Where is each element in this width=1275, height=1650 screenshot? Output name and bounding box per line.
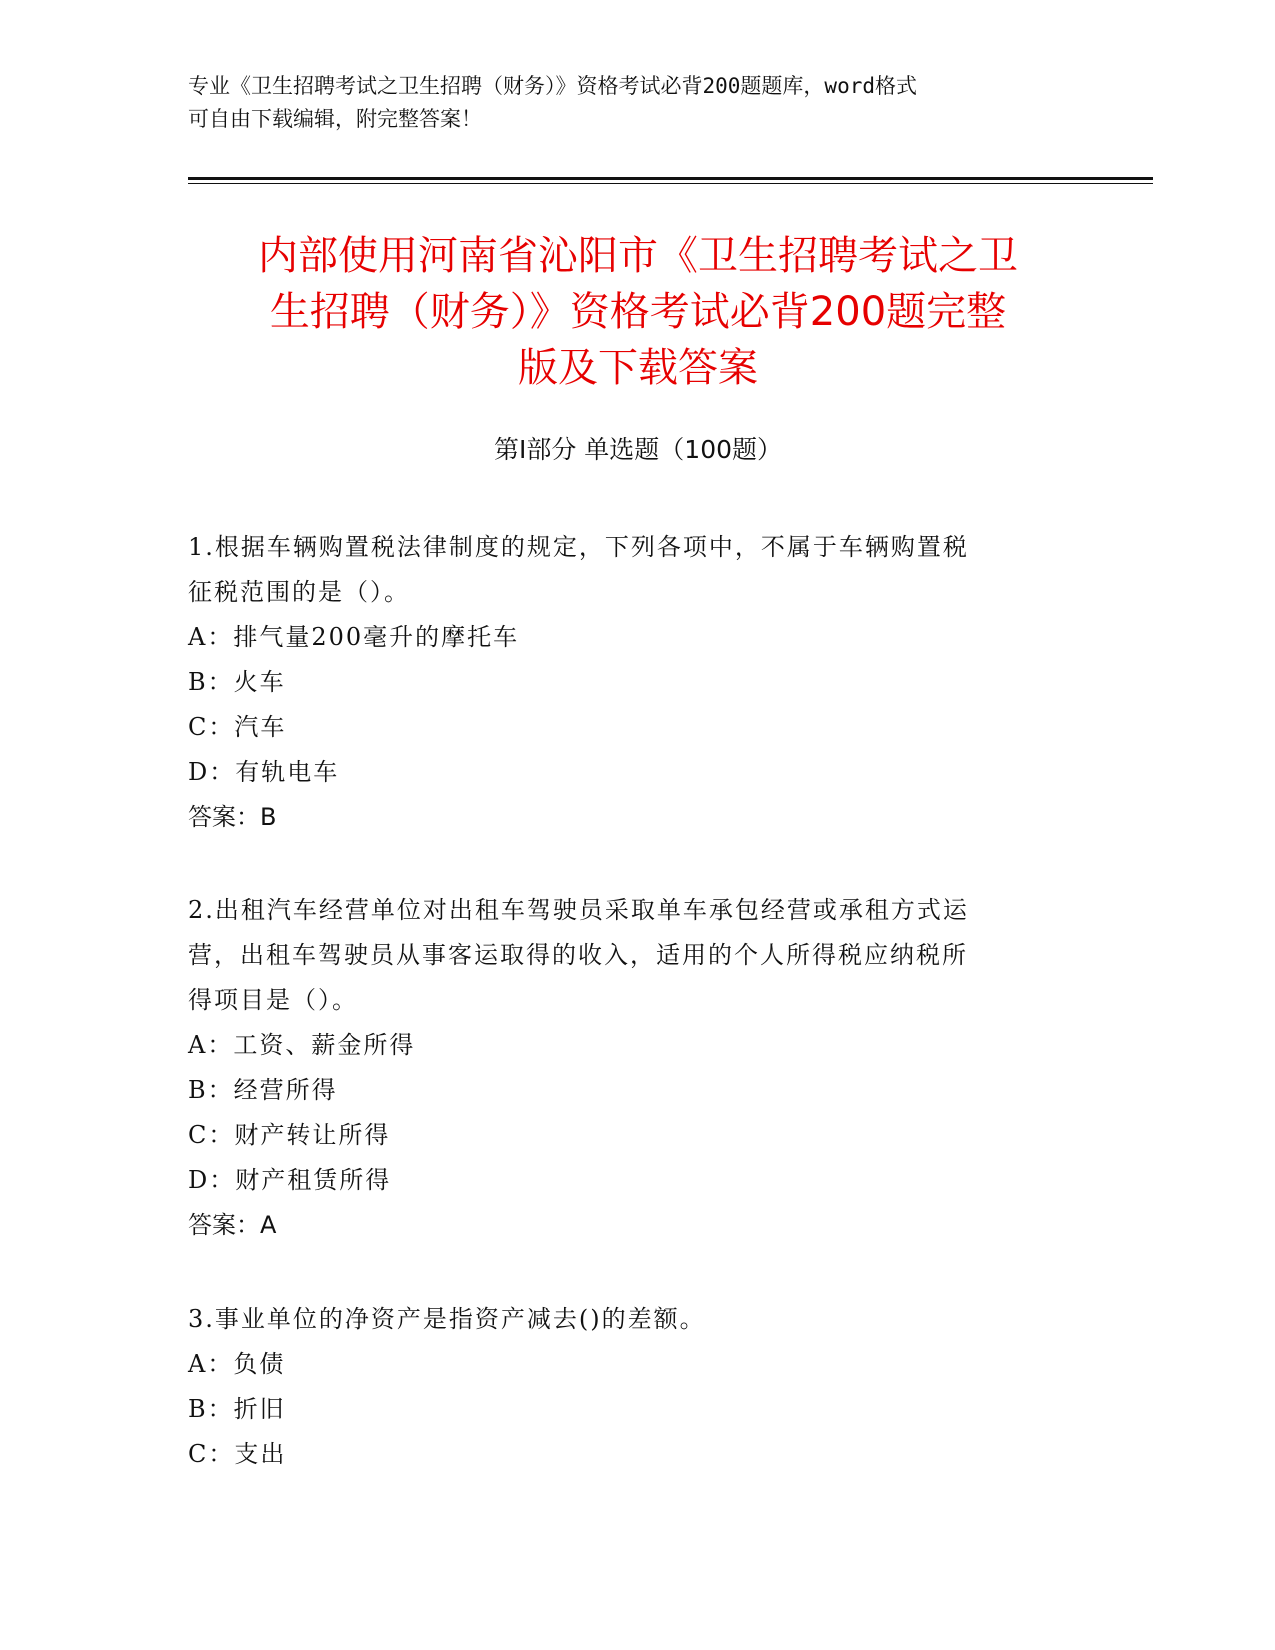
header-note-line-1: 专业《卫生招聘考试之卫生招聘（财务）》资格考试必背200题题库，word格式 — [188, 74, 917, 98]
option-b: B：经营所得 — [188, 1076, 338, 1104]
option-c: C：汽车 — [188, 713, 287, 741]
answer: 答案：B — [188, 803, 277, 831]
question-stem-line: 得项目是（）。 — [188, 986, 358, 1014]
answer: 答案：A — [188, 1211, 277, 1239]
document-title-line-1: 内部使用河南省沁阳市《卫生招聘考试之卫 — [258, 233, 1018, 279]
option-a: A：排气量200毫升的摩托车 — [188, 623, 520, 651]
option-a: A：工资、薪金所得 — [188, 1031, 416, 1059]
header-divider-thick — [188, 177, 1153, 180]
question-stem-line: 3.事业单位的净资产是指资产减去()的差额。 — [188, 1305, 706, 1333]
question-1 — [188, 525, 1068, 840]
document-title — [188, 228, 1088, 396]
document-title-line-3: 版及下载答案 — [518, 345, 758, 391]
question-stem-line: 征税范围的是（）。 — [188, 578, 410, 606]
option-d: D：财产租赁所得 — [188, 1166, 392, 1194]
option-c: C：支出 — [188, 1440, 287, 1468]
question-stem-line: 1.根据车辆购置税法律制度的规定，下列各项中，不属于车辆购置税 — [188, 533, 969, 561]
option-b: B：火车 — [188, 668, 286, 696]
question-stem-line: 营，出租车驾驶员从事客运取得的收入，适用的个人所得税应纳税所 — [188, 941, 968, 969]
section-title: 第Ⅰ部分 单选题（100题） — [493, 435, 783, 464]
document-title-line-2: 生招聘（财务）》资格考试必背200题完整 — [269, 289, 1007, 335]
option-a: A：负债 — [188, 1350, 286, 1378]
option-b: B：折旧 — [188, 1395, 286, 1423]
question-3 — [188, 1297, 1068, 1477]
header-divider-thin — [188, 183, 1153, 184]
option-c: C：财产转让所得 — [188, 1121, 391, 1149]
header-note-line-2: 可自由下载编辑，附完整答案！ — [188, 107, 482, 131]
option-d: D：有轨电车 — [188, 758, 340, 786]
question-2 — [188, 888, 1068, 1248]
question-stem-line: 2.出租汽车经营单位对出租车驾驶员采取单车承包经营或承租方式运 — [188, 896, 969, 924]
header-note — [188, 70, 1068, 136]
